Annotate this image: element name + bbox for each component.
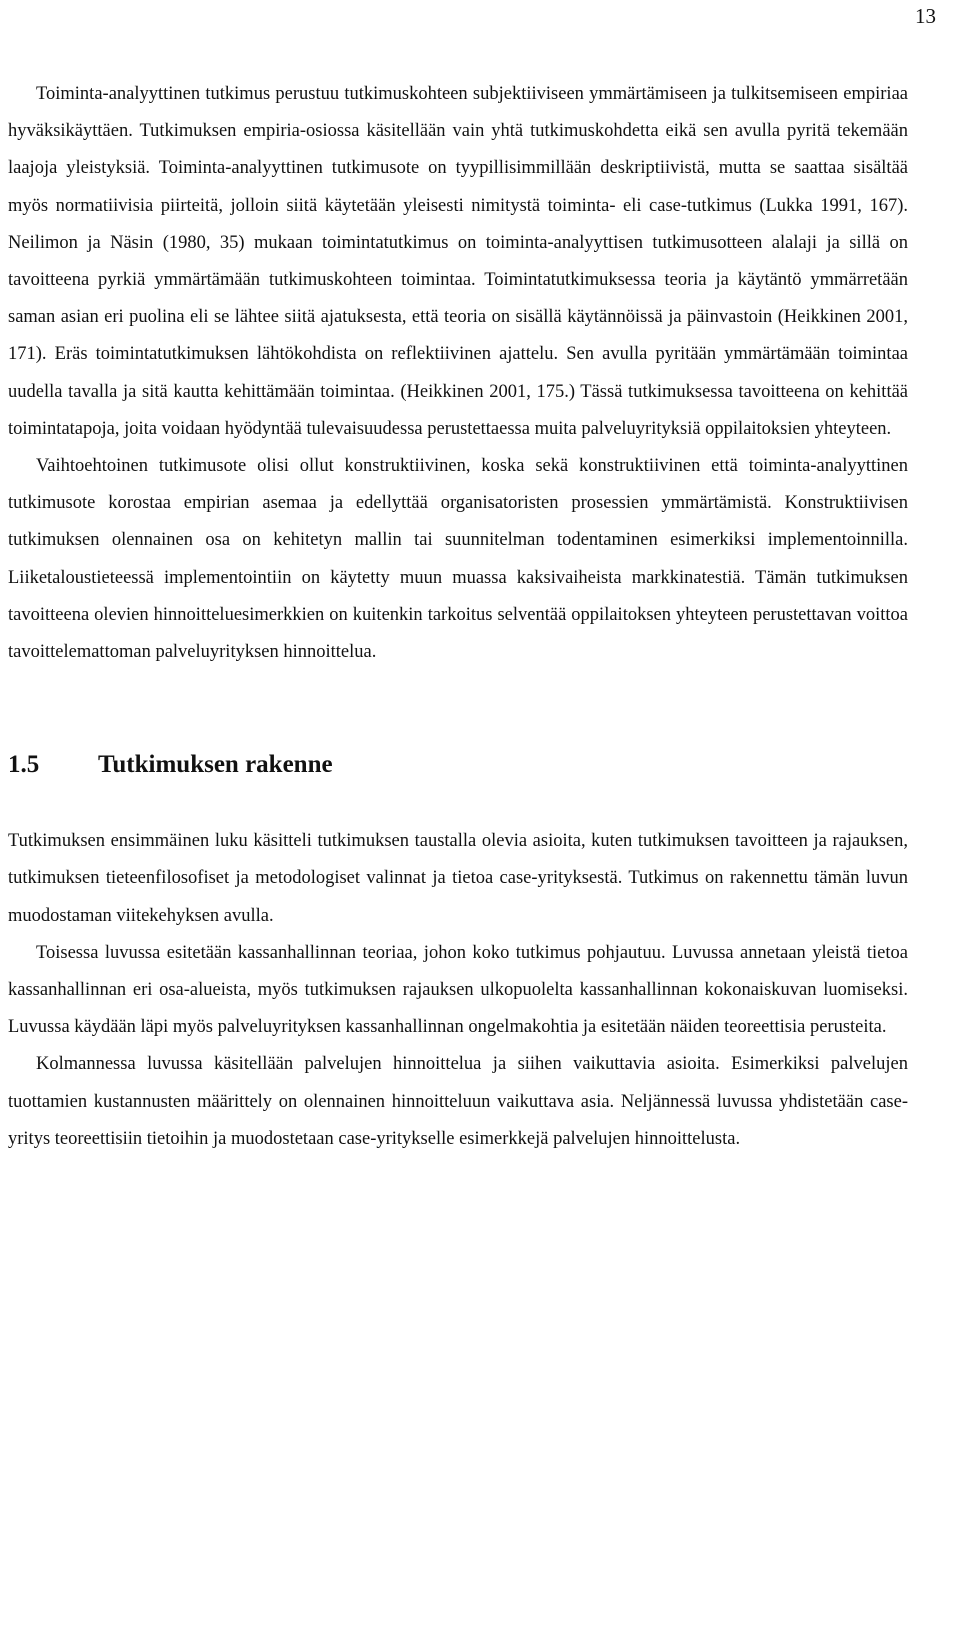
- document-body: [8, 76, 908, 1158]
- paragraph-vaihtoehtoinen: Vaihtoehtoinen tutkimusote olisi ollut konstruktiivinen, koska sekä konstruktiivinen että toiminta-analyyttinen tutkimusote korostaa empirian asemaa ja edellyttää organisatoristen prosessien ymmärtämistä. Konstruktiivisen tutkimuksen olennainen osa on kehitetyn mallin tai suunnitelman todentaminen esimerkiksi implementoinnilla. Liiketaloustieteessä implementointiin on käytetty muun muassa kaksivaiheista markkinatestiä. Tämän tutkimuksen tavoitteena olevien hinnoitteluesimerkkien on kuitenkin tarkoitus selventää oppilaitoksen yhteyteen perustettavan voittoa tavoittelemattoman palveluyrityksen hinnoittelua.: [8, 456, 908, 663]
- section-number: 1.5: [8, 751, 40, 779]
- paragraph-kolmas-luku: Kolmannessa luvussa käsitellään palvelujen hinnoittelua ja siihen vaikuttavia asioita. Esimerkiksi palvelujen tuottamien kustannusten määrittely on olennainen hinnoitteluun vaikuttava asia. Neljännessä luvussa yhdistetään case-yritys teoreettisiin tietoihin ja muodostetaan case-yritykselle esimerkkejä palvelujen hinnoittelusta.: [8, 1054, 908, 1149]
- page-number: 13: [915, 4, 936, 28]
- paragraph-toiminta-analyyttinen: Toiminta-analyyttinen tutkimus perustuu tutkimuskohteen subjektiiviseen ymmärtämiseen ja tulkitsemiseen empiriaa hyväksikäyttäen. Tutkimuksen empiria-osiossa käsitellään vain yhtä tutkimuskohdetta eikä sen avulla pyritä tekemään laajoja yleistyksiä. Toiminta-analyyttinen tutkimusote on tyypillisimmillään deskriptiivistä, mutta se saattaa sisältää myös normatiivisia piirteitä, jolloin siitä käytetään yleisesti nimitystä toiminta- eli case-tutkimus (Lukka 1991, 167). Neilimon ja Näsin (1980, 35) mukaan toimintatutkimus on toiminta-analyyttisen tutkimusotteen alalaji ja sillä on tavoitteena pyrkiä ymmärtämään tutkimuskohteen toimintaa. Toimintatutkimuksessa teoria ja käytäntö ymmärretään saman asian eri puolina eli se lähtee siitä ajatuksesta, että teoria on sisällä käytännöissä ja päinvastoin (Heikkinen 2001, 171). Eräs toimintatutkimuksen lähtökohdista on reflektiivinen ajattelu. Sen avulla pyritään ymmärtämään toimintaa uudella tavalla ja sitä kautta kehittämään toimintaa. (Heikkinen 2001, 175.) Tässä tutkimuksessa tavoitteena on kehittää toimintatapoja, joita voidaan hyödyntää tulevaisuudessa perustettaessa muita palveluyrityksiä oppilaitoksien yhteyteen.: [8, 84, 908, 439]
- section-title: Tutkimuksen rakenne: [98, 751, 333, 779]
- paragraph-toinen-luku: Toisessa luvussa esitetään kassanhallinnan teoriaa, johon koko tutkimus pohjautuu. Luvussa annetaan yleistä tietoa kassanhallinnan eri osa-alueista, myös tutkimuksen rajauksen ulkopuolelta kassanhallinnan kokonaiskuvan luomiseksi. Luvussa käydään läpi myös palveluyrityksen kassanhallinnan ongelmakohtia ja esitetään näiden teoreettisia perusteita.: [8, 942, 908, 1038]
- spacer: [8, 671, 908, 745]
- section-heading: [8, 745, 908, 785]
- spacer: [8, 785, 908, 823]
- paragraph-ensimmainen-luku: Tutkimuksen ensimmäinen luku käsitteli tutkimuksen taustalla olevia asioita, kuten tutkimuksen tavoitteen ja rajauksen, tutkimuksen tieteenfilosofiset ja metodologiset valinnat ja tietoa case-yrityksestä. Tutkimus on rakennettu tämän luvun muodostaman viitekehyksen avulla.: [8, 831, 908, 926]
